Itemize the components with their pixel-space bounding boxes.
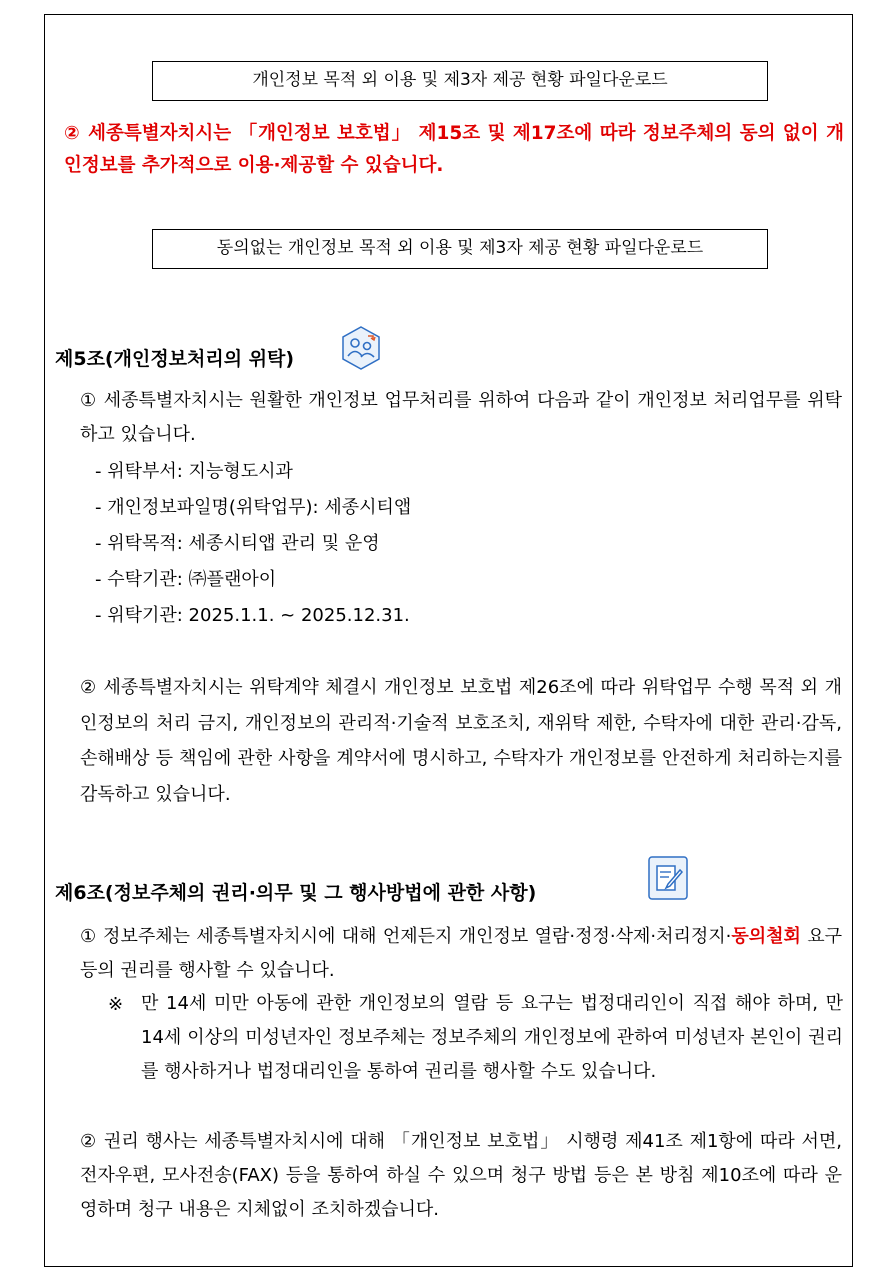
article6-note: 만 14세 미만 아동에 관한 개인정보의 열람 등 요구는 법정대리인이 직접 해야 하며, 만 14세 이상의 미성년자인 정보주체는 정보주체의 개인정보에 관하여 미성년자 본인이 권리를 행사하거나 법정대리인을 통하여 권리를 행사할 수도 있습니다. — [141, 993, 843, 1082]
list-item: - 수탁기관: ㈜플랜아이 — [95, 569, 277, 590]
article6-paragraph-1-tail: 요구 등의 권리를 행사할 수 있습니다. — [80, 926, 843, 981]
download-file-button-2[interactable]: 동의없는 개인정보 목적 외 이용 및 제3자 제공 현황 파일다운로드 — [152, 229, 768, 269]
note-mark: ※ — [108, 994, 124, 1015]
list-item: - 개인정보파일명(위탁업무): 세종시티앱 — [95, 497, 412, 518]
article6-paragraph-1 — [80, 920, 842, 988]
list-item: - 위탁기관: 2025.1.1. ~ 2025.12.31. — [95, 605, 410, 626]
notice-text: ② 세종특별자치시는 「개인정보 보호법」 제15조 및 제17조에 따라 정보주체의 동의 없이 개인정보를 추가적으로 이용·제공할 수 있습니다. — [64, 123, 844, 176]
article5-title: 제5조(개인정보처리의 위탁) — [55, 348, 295, 370]
download-file-button-1[interactable]: 개인정보 목적 외 이용 및 제3자 제공 현황 파일다운로드 — [152, 61, 768, 101]
consent-withdrawal-highlight: 동의철회 — [731, 926, 801, 947]
article5-paragraph-1: ① 세종특별자치시는 원활한 개인정보 업무처리를 위하여 다음과 같이 개인정보 처리업무를 위탁하고 있습니다. — [80, 390, 842, 445]
article6-paragraph-1-text: ① 정보주체는 세종특별자치시에 대해 언제든지 개인정보 열람·정정·삭제·처리정지· — [80, 926, 732, 947]
outsourcing-people-icon — [341, 326, 381, 370]
list-item: - 위탁부서: 지능형도시과 — [95, 461, 293, 482]
document-edit-icon — [648, 856, 688, 900]
article5-paragraph-2: ② 세종특별자치시는 위탁계약 체결시 개인정보 보호법 제26조에 따라 위탁업무 수행 목적 외 개인정보의 처리 금지, 개인정보의 관리적·기술적 보호조치, 재위탁 제한, 수탁자에 대한 관리·감독, 손해배상 등 책임에 관한 사항을 계약서에 명시하고, 수탁자가 개인정보를 안전하게 처리하는지를 감독하고 있습니다. — [80, 677, 842, 805]
list-item: - 위탁목적: 세종시티앱 관리 및 운영 — [95, 533, 380, 554]
article6-title: 제6조(정보주체의 권리·의무 및 그 행사방법에 관한 사항) — [55, 882, 537, 904]
article6-paragraph-2: ② 권리 행사는 세종특별자치시에 대해 「개인정보 보호법」 시행령 제41조 제1항에 따라 서면, 전자우편, 모사전송(FAX) 등을 통하여 하실 수 있으며 청구 방법 등은 본 방침 제10조에 따라 운영하며 청구 내용은 지체없이 조치하겠습니다. — [80, 1131, 842, 1220]
